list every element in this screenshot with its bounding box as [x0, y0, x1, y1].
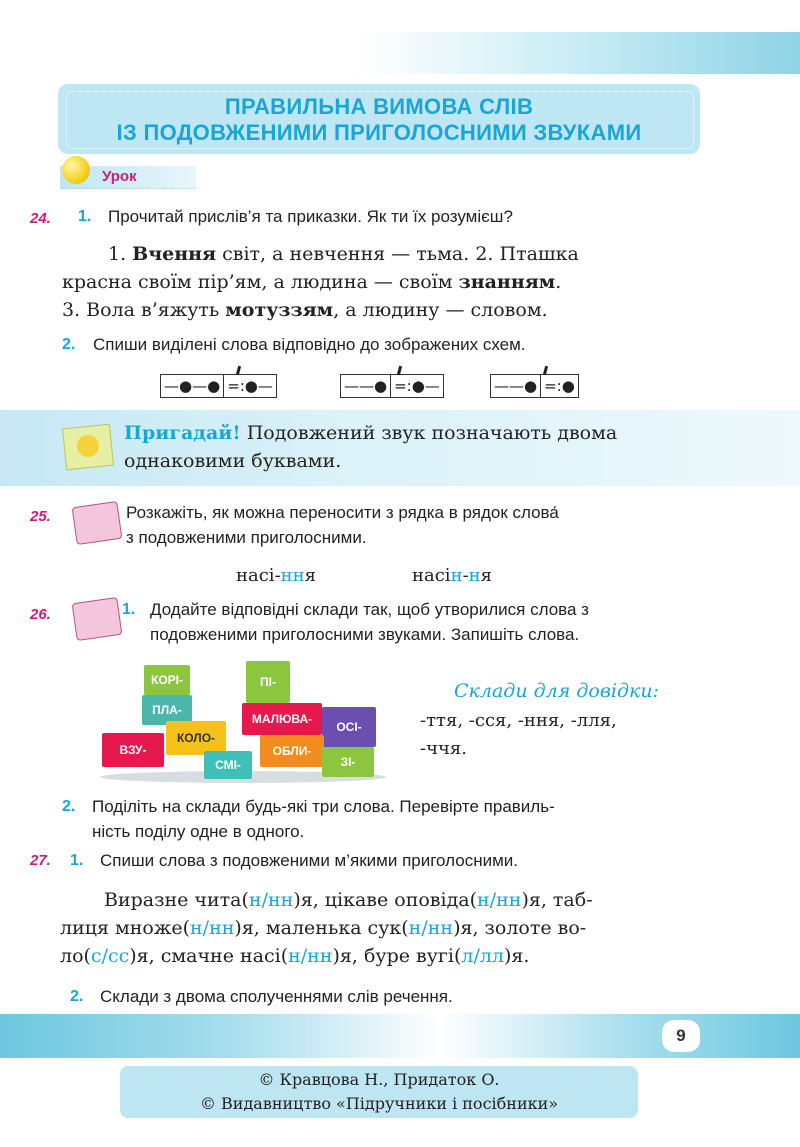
ex27-line-2: лиця множе(н/нн)я, маленька сук(н/нн)я, золоте во-: [60, 917, 587, 939]
syllable-blocks-illustration: [96, 655, 392, 785]
task-text: Спиши слова з подовженими м’якими приголосними.: [100, 851, 518, 870]
scheme-part: ——●: [494, 377, 538, 395]
proverb-line-3: 3. Вола в’яжуть мотуззям, а людину — словом.: [62, 299, 548, 321]
block-malyuva: МАЛЮВА-: [242, 703, 322, 735]
block-osi: ОСІ-: [322, 707, 376, 747]
block-kori: КОРІ-: [144, 665, 190, 695]
block-smi: СМІ-: [204, 751, 252, 779]
task-number: 2.: [62, 336, 76, 353]
task-number: 2.: [62, 798, 76, 815]
block-vzu: ВЗУ-: [102, 733, 164, 767]
smiley-icon: [76, 434, 100, 458]
page-title-line1: ПРАВИЛЬНА ВИМОВА СЛІВ: [224, 94, 534, 119]
balloon-icon: [62, 156, 90, 184]
copyright-line-2: © Видавництво «Підручники і посібники»: [199, 1094, 559, 1113]
top-decor-band: [0, 32, 800, 74]
pair-work-icon: [72, 501, 123, 545]
ex26-task2-line2: ність поділу одне в одного.: [92, 822, 305, 841]
page-number: 9: [662, 1020, 700, 1052]
ex26-task1-line2: подовженими приголосними звуками. Запишіть слова.: [150, 625, 580, 644]
scheme-part: =:●: [540, 375, 578, 397]
hint-line-1: -ття, -сся, -ння, -лля,: [420, 710, 617, 731]
hint-line-2: -ччя.: [420, 738, 467, 759]
copyright-line-1: © Кравцова Н., Придаток О.: [258, 1070, 500, 1089]
exercise-number-27: 27.: [30, 852, 51, 869]
exercise-number-26: 26.: [30, 606, 51, 623]
ex27-line-3: ло(с/сс)я, смачне насі(н/нн)я, буре вугі(л/лл)я.: [60, 945, 530, 967]
sticky-note-icon: [62, 424, 114, 471]
block-zi: ЗІ-: [322, 747, 374, 777]
page-title-line2: ІЗ ПОДОВЖЕНИМИ ПРИГОЛОСНИМИ ЗВУКАМИ: [116, 120, 642, 145]
task-text: Прочитай прислів’я та приказки. Як ти їх розумієш?: [108, 207, 513, 226]
task-number: 1.: [70, 852, 84, 869]
exercise-number-25: 25.: [30, 508, 51, 525]
ex27-line-1: Виразне чита(н/нн)я, цікаве оповіда(н/нн)я, таб-: [104, 889, 593, 911]
ex25-text-line1: Розкажіть, як можна переносити з рядка в рядок слова́: [126, 503, 559, 522]
block-pi: ПІ-: [246, 661, 290, 703]
word-scheme-1: [160, 374, 277, 398]
task-number: 1.: [78, 208, 92, 225]
task-number: 1.: [122, 601, 136, 618]
ex26-task2-line1: Поділіть на склади будь-які три слова. Перевірте правиль-: [92, 797, 555, 816]
hyphenation-example-2: насін-ня: [412, 565, 493, 586]
block-obly: ОБЛИ-: [260, 735, 324, 767]
block-kolo: КОЛО-: [166, 721, 226, 755]
scheme-part: —●—●: [164, 377, 221, 395]
proverb-line-2: красна своїм пір’ям, а людина — своїм знанням.: [62, 271, 562, 293]
proverb-line-1: 1. Вчення світ, а невчення — тьма. 2. Пташка: [108, 243, 579, 265]
exercise-number-24: 24.: [30, 210, 51, 227]
scheme-part: ——●: [344, 377, 388, 395]
block-pla: ПЛА-: [142, 695, 192, 725]
remember-line-1: Пригадай! Подовжений звук позначають двома: [124, 422, 618, 444]
hyphenation-example-1: насі-ння: [236, 565, 317, 586]
task-text: Спиши виділені слова відповідно до зображених схем.: [93, 335, 526, 354]
task-text: Склади з двома сполученнями слів речення.: [100, 987, 453, 1006]
scheme-part: =:●—: [223, 375, 276, 397]
word-scheme-3: [490, 374, 579, 398]
ex26-task1-line1: Додайте відповідні склади так, щоб утворилися слова з: [150, 600, 589, 619]
word-scheme-2: [340, 374, 444, 398]
remember-line-2: однаковими буквами.: [124, 450, 342, 472]
lesson-label: Урок: [102, 168, 137, 185]
scheme-part: =:●—: [390, 375, 443, 397]
task-number: 2.: [70, 988, 84, 1005]
pair-work-icon: [72, 597, 123, 641]
hint-title: Склади для довідки:: [454, 680, 660, 702]
ex25-text-line2: з подовженими приголосними.: [126, 528, 367, 547]
